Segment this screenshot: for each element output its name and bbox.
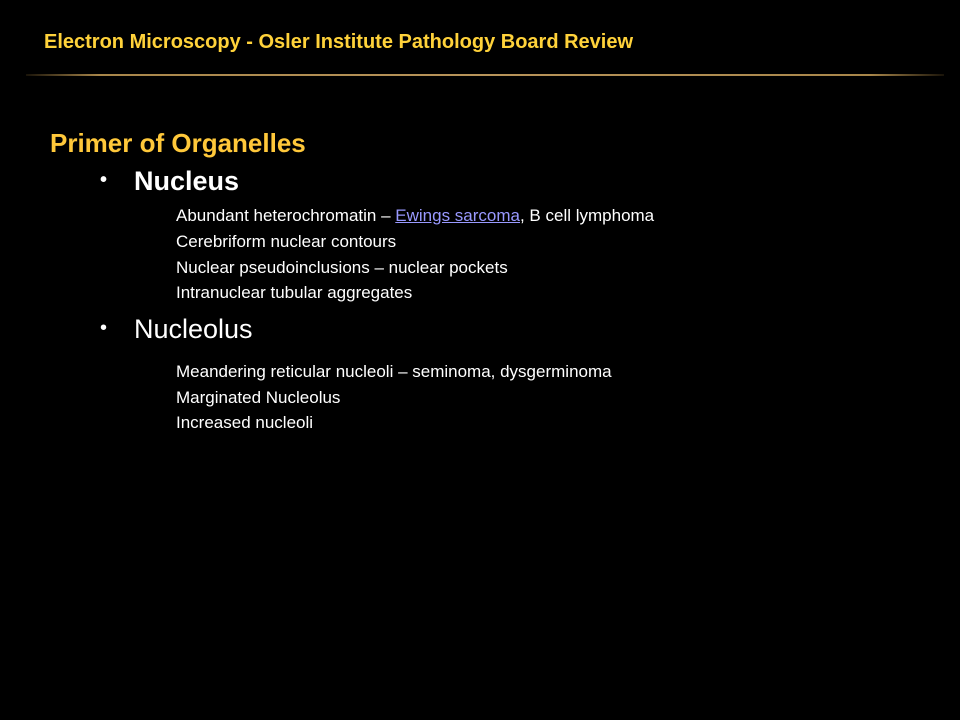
item-text: , B cell lymphoma [519,206,655,225]
nucleolus-item-meandering: Meandering reticular nucleoli – seminoma, dysgerminoma [176,362,612,381]
bullet-dot: • [100,169,108,191]
bullet-label-nucleolus: Nucleolus [134,314,253,344]
nucleus-item-pseudoinclusions: Nuclear pseudoinclusions – nuclear pockets [176,258,508,277]
bullet-nucleolus [100,314,253,345]
ewings-sarcoma-link[interactable]: Ewings sarcoma [395,206,520,225]
item-text: Abundant heterochromatin – [176,206,396,225]
header-divider [26,74,944,76]
nucleus-item-cerebriform: Cerebriform nuclear contours [176,232,397,251]
header-title: Electron Microscopy - Osler Institute Pathology Board Review [44,31,634,53]
nucleus-item-tubular-aggregates: Intranuclear tubular aggregates [176,283,413,302]
nucleus-item-heterochromatin [176,206,654,226]
bullet-nucleus [100,166,239,197]
bullet-dot: • [100,317,108,339]
bullet-label-nucleus: Nucleus [134,166,240,196]
nucleolus-item-increased: Increased nucleoli [176,413,314,432]
slide-title: Primer of Organelles [50,128,306,158]
nucleolus-item-marginated: Marginated Nucleolus [176,388,341,407]
